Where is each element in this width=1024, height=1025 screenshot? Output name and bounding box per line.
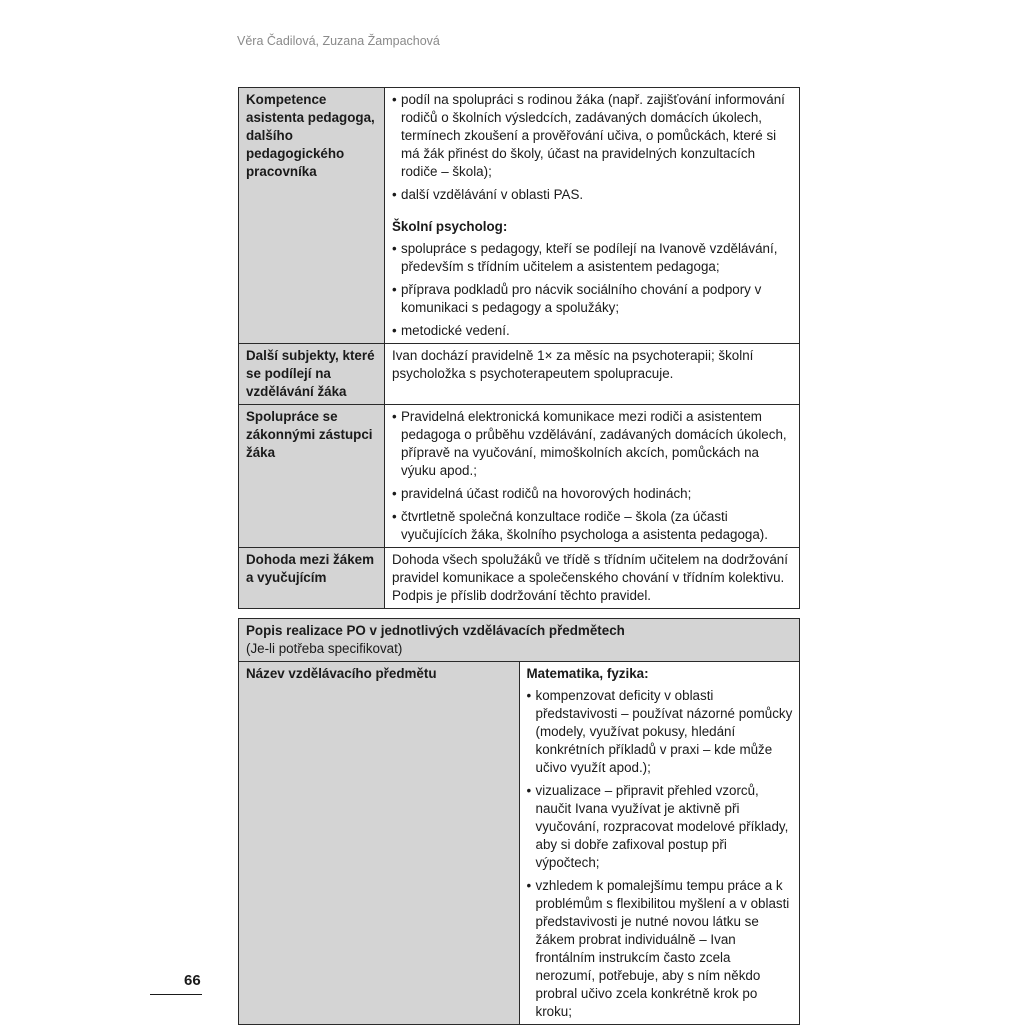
- table-row: [239, 662, 800, 1025]
- bullet-list: [527, 687, 794, 1021]
- table-row: [239, 344, 800, 405]
- running-header-authors: Věra Čadilová, Zuzana Žampachová: [237, 34, 440, 48]
- list-item: • vzhledem k pomalejšímu tempu práce a k problémům s flexibilitou myšlení a v oblasti představivosti je nutné novou látku se žákem probrat individuálně – Ivan frontálním instrukcím často zcela nerozumí, potřebuje, aby s ním někdo probral učivo zcela konkrétně krok po kroku;: [527, 877, 794, 1021]
- row-content: Ivan dochází pravidelně 1× za měsíc na psychoterapii; školní psycholožka s psychoterapeutem spolupracuje.: [385, 344, 800, 405]
- table-header: [239, 619, 800, 662]
- row-label: Kompetence asistenta pedagoga, dalšího pedagogického pracovníka: [239, 88, 385, 344]
- list-item: • čtvrtletně společná konzultace rodiče – škola (za účasti vyučujících žáka, školního psychologa a asistenta pedagoga).: [392, 508, 793, 544]
- row-label: Název vzdělávacího předmětu: [239, 662, 520, 1025]
- list-item: • spolupráce s pedagogy, kteří se podílejí na Ivanově vzdělávání, především s třídním učitelem a asistentem pedagoga;: [392, 240, 793, 276]
- list-item: • metodické vedení.: [392, 322, 793, 340]
- row-content: [519, 662, 800, 1025]
- subheading-school-psychologist: Školní psycholog:: [392, 219, 508, 234]
- row-content: [385, 88, 800, 344]
- table-row: [239, 548, 800, 609]
- list-item: • vizualizace – připravit přehled vzorců, naučit Ivana využívat je aktivně při vyučování, rozpracovat modelové příklady, aby si dobře zafixoval postup při výpočtech;: [527, 782, 794, 872]
- page-number: 66: [184, 972, 201, 989]
- table-subtitle: (Je-li potřeba specifikovat): [246, 641, 403, 656]
- subject-name: Matematika, fyzika:: [526, 666, 649, 681]
- table-title: Popis realizace PO v jednotlivých vzdělávacích předmětech: [246, 623, 625, 638]
- list-item: • podíl na spolupráci s rodinou žáka (např. zajišťování informování rodičů o školních výsledcích, zadávaných domácích úkolech, termínech zkoušení a prověřování učiva, o pomůckách, které si má žák přinést do školy, účast na pravidelných konzultacích rodiče – škola);: [392, 91, 793, 181]
- page-number-rule: [150, 994, 202, 995]
- list-item: • pravidelná účast rodičů na hovorových hodinách;: [392, 485, 793, 503]
- bullet-list: [392, 91, 793, 204]
- subject-measures-table: [238, 618, 800, 1025]
- row-label: Další subjekty, které se podílejí na vzdělávání žáka: [239, 344, 385, 405]
- row-content: [385, 405, 800, 548]
- row-content: Dohoda všech spolužáků ve třídě s třídním učitelem na dodržování pravidel komunikace a společenského chování v třídním kolektivu. Podpis je příslib dodržování těchto pravidel.: [385, 548, 800, 609]
- table-header-row: [239, 619, 800, 662]
- list-item: • kompenzovat deficity v oblasti představivosti – používat názorné pomůcky (modely, využívat pokusy, hledání konkrétních příkladů v praxi – kde může učivo využít apod.);: [527, 687, 794, 777]
- list-item: • příprava podkladů pro nácvik sociálního chování a podpory v komunikaci s pedagogy a spolužáky;: [392, 281, 793, 317]
- support-measures-table: [238, 87, 800, 609]
- row-label: Dohoda mezi žákem a vyučujícím: [239, 548, 385, 609]
- table-row: [239, 405, 800, 548]
- bullet-list: [392, 240, 793, 340]
- row-label: Spolupráce se zákonnými zástupci žáka: [239, 405, 385, 548]
- bullet-list: [392, 408, 793, 544]
- table-row: [239, 88, 800, 344]
- list-item: • další vzdělávání v oblasti PAS.: [392, 186, 793, 204]
- list-item: • Pravidelná elektronická komunikace mezi rodiči a asistentem pedagoga o průběhu vzdělávání, zadávaných domácích úkolech, přípravě na vyučování, mimoškolních akcích, pomůckách na výuku apod.;: [392, 408, 793, 480]
